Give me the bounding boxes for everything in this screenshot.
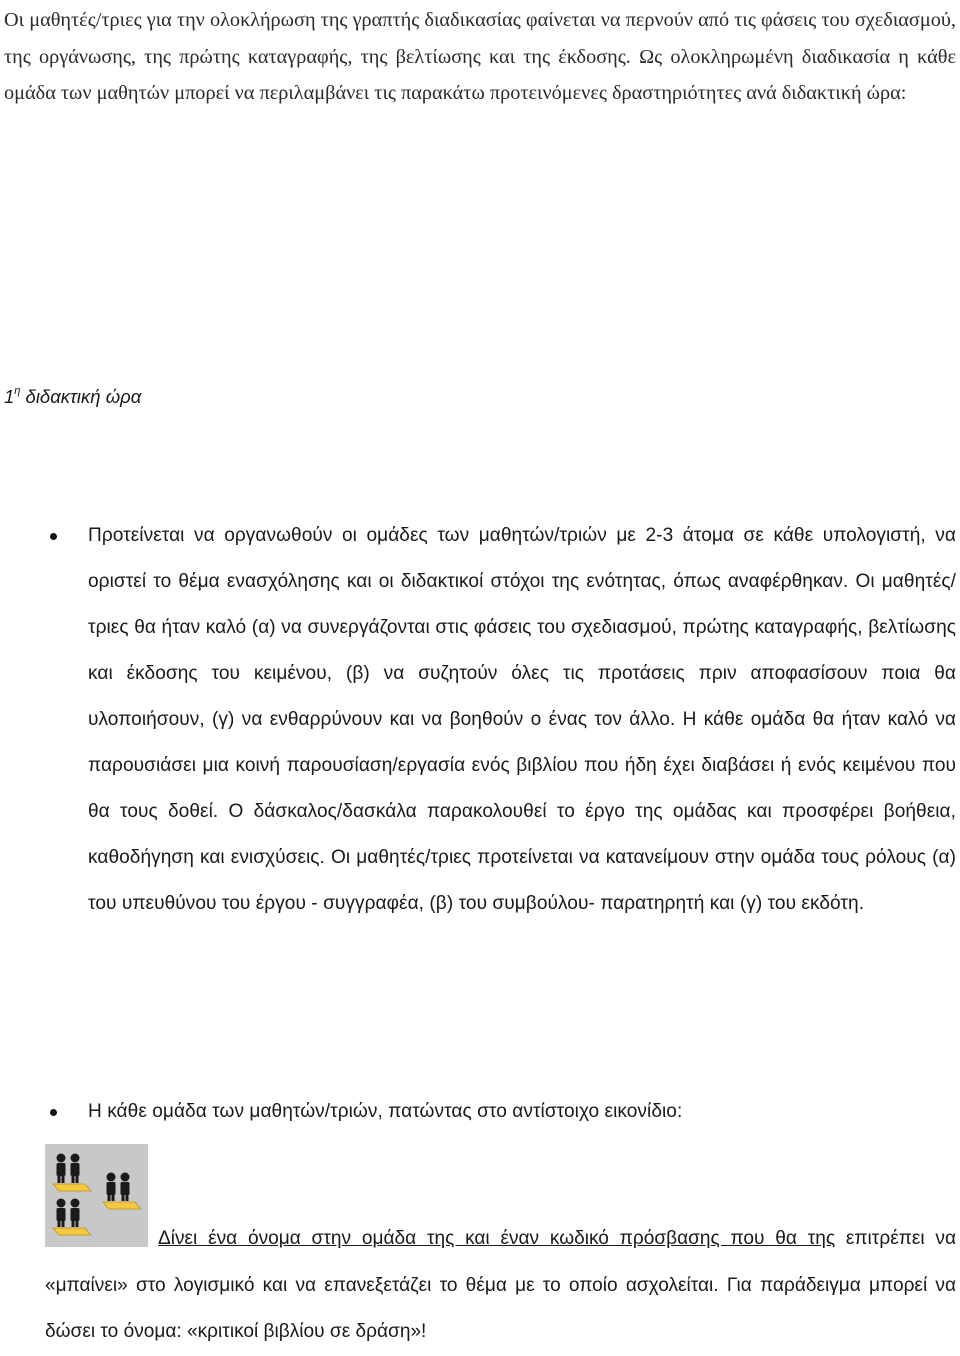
bullet-dot <box>50 1109 57 1116</box>
lesson-heading <box>4 378 141 412</box>
bullet-paragraph: Προτείνεται να οργανωθούν οι ομάδες των μαθητών/τριών με 2-3 άτομα σε κάθε υπολογιστή, να οριστεί το θέμα ενασχόλησης και οι διδακτικοί στόχοι της ενότητας, όπως αναφέρθηκαν. Οι μαθητές/τριες θα ήταν καλό (α) να συνεργάζονται στις φάσεις του σχεδιασμού, πρώτης καταγραφής, βελτίωσης και έκδοσης του κειμένου, (β) να συζητούν όλες τις προτάσεις πριν αποφασίσουν ποια θα υλοποιήσουν, (γ) να ενθαρρύνουν και να βοηθούν ο ένας τον άλλο. Η κάθε ομάδα θα ήταν καλό να παρουσιάσει μια κοινή παρουσίαση/εργασία ενός βιβλίου που ήδη έχει διαβάσει ή ενός κειμένου που θα τους δοθεί. Ο δάσκαλος/δασκάλα παρακολουθεί το έργο της ομάδας και προσφέρει βοήθεια, καθοδήγηση και ενισχύσεις. Οι μαθητές/τριες προτείνεται να κατανείμουν στην ομάδα τους ρόλους (α) του υπευθύνου του έργου - συγγραφέα, (β) του συμβούλου- παρατηρητή και (γ) του εκδότη. <box>88 525 956 914</box>
bullet-dot <box>50 533 57 540</box>
group-icon <box>103 1173 141 1210</box>
lesson-number-superscript: η <box>14 385 21 397</box>
icon-description-paragraph <box>45 1216 956 1356</box>
underlined-instruction: Δίνει ένα όνομα στην ομάδα της και έναν κωδικό πρόσβασης που θα της <box>158 1228 836 1249</box>
lesson-heading-text: διδακτική ώρα <box>20 386 142 408</box>
intro-paragraph: Οι μαθητές/τριες για την ολοκλήρωση της γραπτής διαδικασίας φαίνεται να περνούν από τις φάσεις του σχεδιασμού, της οργάνωσης, της πρώτης καταγραφής, της βελτίωσης και της έκδοσης. Ως ολοκληρωμένη διαδικασία η κάθε ομάδα των μαθητών μπορεί να περιλαμβάνει τις παρακάτω προτεινόμενες δραστηριότητες ανά διδακτική ώρα: <box>4 9 956 104</box>
group-icon <box>53 1154 91 1192</box>
bullet-paragraph: Η κάθε ομάδα των μαθητών/τριών, πατώντας στο αντίστοιχο εικονίδιο: <box>88 1101 683 1122</box>
instruction-rest: επιτρέπει να «μπαίνει» στο λογισμικό και να επανεξετάζει το θέμα με το οποίο ασχολείται. Για παράδειγμα μπορεί να δώσει το όνομα: «κριτικοί βιβλίου σε δράση»! <box>45 1228 956 1342</box>
lesson-number: 1 <box>4 386 15 408</box>
